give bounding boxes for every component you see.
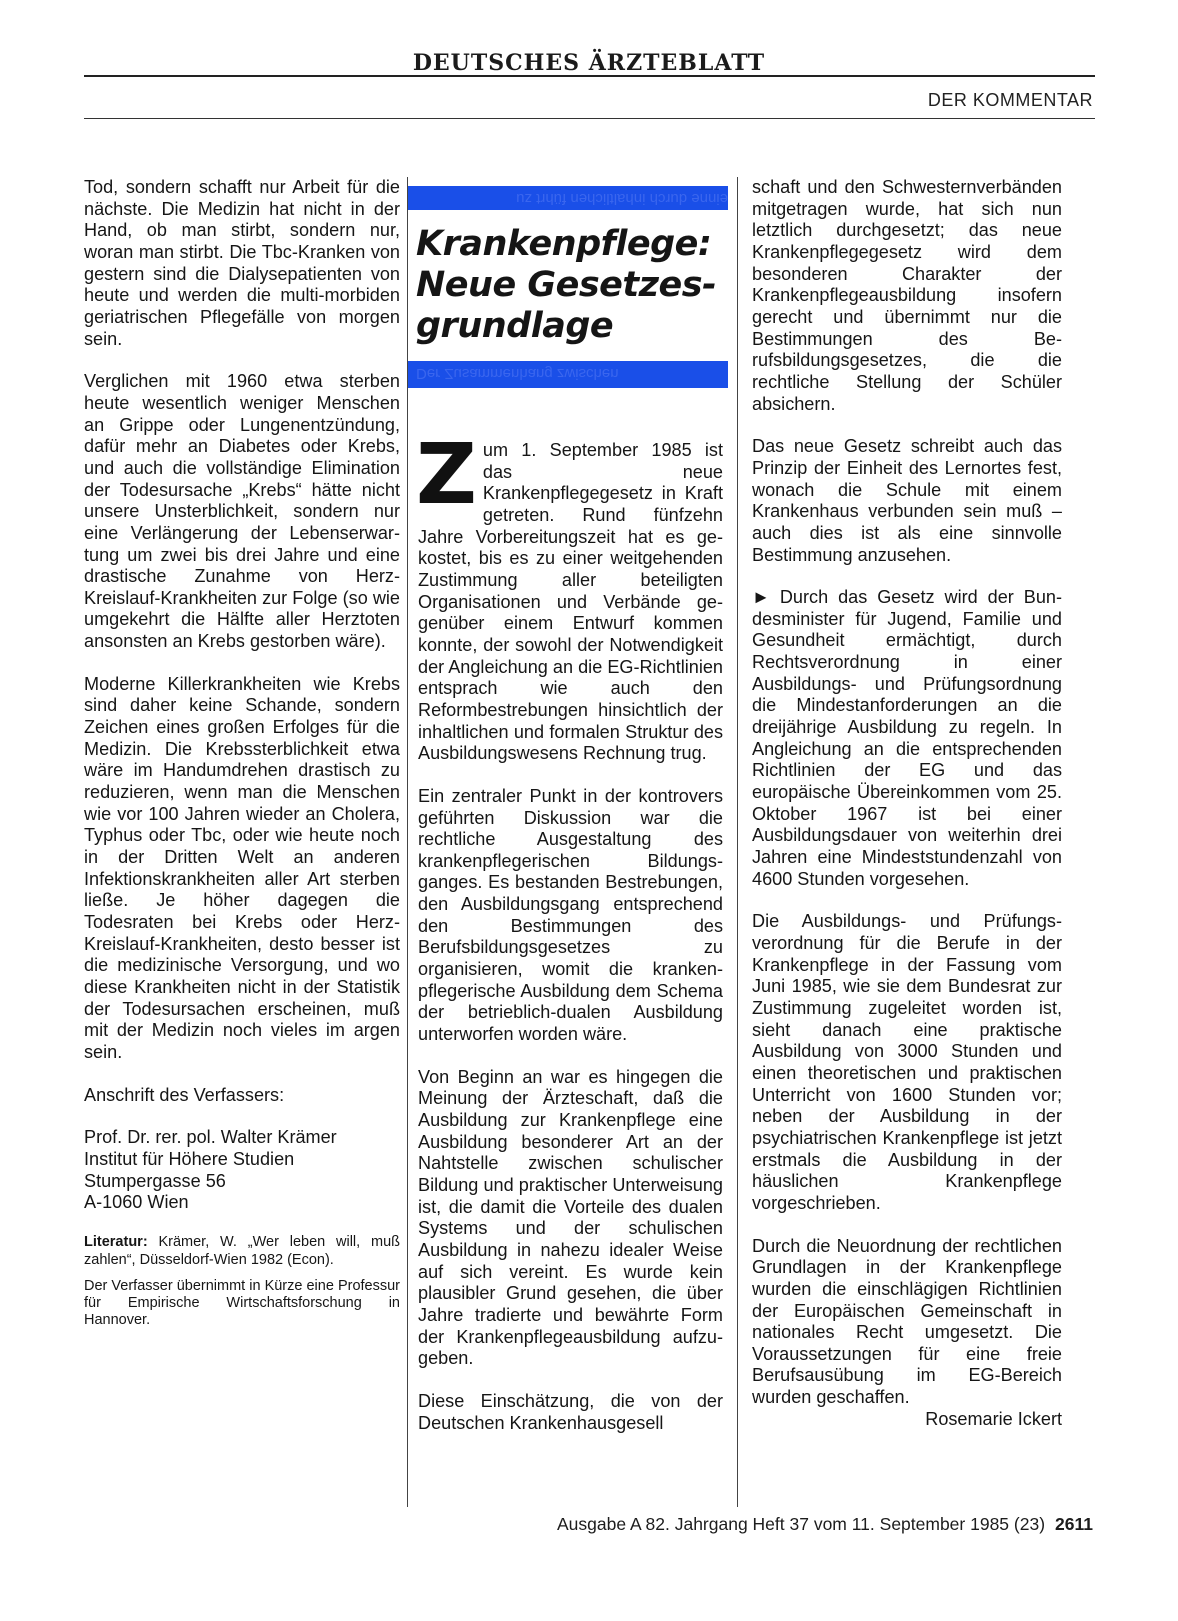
highlight-band-bottom [408, 361, 728, 388]
highlight-band-top [408, 186, 728, 210]
literature-text: Krämer, W. „Wer leben will, muß zahlen“, Düsseldorf-Wien 1982 (Econ). [84, 1233, 400, 1269]
paragraph: Durch die Neuordnung der rechtlichen Grundlagen in der Krankenpflege wurden die einschlägigen Richtlinien der Europäischen Gemeinschaft in nationales Recht umgesetzt. Die Voraussetzungen für eine freie Berufsausübung im EG-Bereich wurden geschaffen. [752, 1235, 1062, 1408]
address-line: Stumpergasse 56 [84, 1170, 226, 1191]
middle-column [416, 425, 723, 1434]
paragraph: Verglichen mit 1960 etwa sterben heute wesentlich weniger Menschen an Grippe oder Lungenentzündung, dafür mehr an Diabetes oder Krebs, und auch die vollständige Elimination der Todesursache „Krebs“ hätte nicht unsere Unsterblichkeit, sondern nur eine Verlängerung der Lebenserwartung um zwei bis drei Jahre und eine drastische Zunahme von Herz-Kreislauf-Krankheiten zur Folge (so wie umgekehrt die Hälfte aller Herztoten ansonsten an Krebs gestorben wäre). [84, 371, 400, 652]
issue-info: Ausgabe A 82. Jahrgang Heft 37 vom 11. September 1985 (23) [556, 1514, 1046, 1534]
section-label: DER KOMMENTAR [927, 90, 1093, 110]
author-address [84, 1127, 400, 1214]
masthead: DEUTSCHES ÄRZTEBLATT [412, 50, 766, 76]
address-line: Institut für Höhere Studien [84, 1148, 295, 1169]
paragraph: Das neue Gesetz schreibt auch das Prinzip der Einheit des Lernortes fest, wonach die Schule mit einem Krankenhaus verbunden sein muß – auch dies ist als eine sinnvolle Bestimmung anzusehen. [752, 436, 1062, 565]
title-line: grundlage [416, 306, 614, 346]
paragraph: Diese Einschätzung, die von der Deutschen Krankenhausgesell [418, 1390, 723, 1433]
article-title [416, 224, 736, 347]
left-column [84, 177, 400, 1329]
paragraph: Von Beginn an war es hingegen die Meinung der Ärzteschaft, daß die Ausbildung zur Krankenpflege eine Ausbildung besonderer Art an der Nahtstelle zwischen schulischer Bildung und praktischer Unterweisung ist, die damit die Vorteile des dualen Systems und der schulischen Ausbildung in nahezu idealer Weise auf sich vereint. Es wurde kein plausibler Grund gesehen, die über Jahre tradierte und bewährte Form der Krankenpflegeausbildung aufzugeben. [418, 1066, 723, 1369]
section-rule [84, 118, 1095, 119]
literature-label: Literatur: [84, 1233, 148, 1250]
lead-paragraph [416, 425, 723, 765]
address-line: Prof. Dr. rer. pol. Walter Krämer [84, 1127, 337, 1148]
column-divider [737, 177, 738, 1507]
band-text: Der Zusammenhang zwischen [416, 365, 619, 382]
paragraph: Moderne Killerkrankheiten wie Krebs sind daher keine Schande, sondern Zeichen eines großen Erfolges für die Medizin. Die Krebssterblichkeit etwa wäre im Handumdrehen drastisch zu reduzieren, wenn man die Menschen wie vor 100 Jahren wieder an Cholera, Typhus oder Tbc, oder wie heute noch in der Dritten Welt an anderen Infektionskrankheiten aller Art sterben ließe. Je höher dagegen die Todesraten bei Krebs oder Herz-Kreislauf-Krankheiten, desto besser ist die medizinische Versorgung, und wo diese Krankheiten nicht in der Statistik der Todesursachen erscheinen, muß mit der Medizin noch vieles im argen sein. [84, 673, 400, 1062]
paragraph: Ein zentraler Punkt in der kontrovers geführten Diskussion war die rechtliche Ausgestaltung des krankenpflegerischen Bildungsganges. Es bestanden Bestrebungen, den Ausbildungsgang entsprechend den Bestimmungen des Berufsbildungsgesetzes zu organisieren, womit die krankenpflegerische Ausbildung dem Schema der betrieblich-dualen Ausbildung unterworfen worden wäre. [418, 785, 723, 1045]
band-text: einne durch inhaltlichen führt zu [516, 190, 728, 207]
paragraph: Tod, sondern schafft nur Arbeit für die nächste. Die Medizin hat nicht in der Hand, ob man stirbt, sondern nur, woran man stirbt. Die Tbc-Kranken von gestern sind die Dialysepatienten von heute und werden die multi-morbiden geriatrischen Pflegefälle von morgen sein. [84, 177, 400, 349]
author-note: Der Verfasser übernimmt in Kürze eine Professur für Empirische Wirtschaftsforschung in Hannover. [84, 1277, 400, 1328]
paragraph: Die Ausbildungs- und Prüfungsverordnung für die Berufe in der Krankenpflege in der Fassung vom Juni 1985, wie sie dem Bundesrat zur Zustimmung zugeleitet worden ist, sieht danach eine praktische Ausbildung von 3000 Stunden und einen theoretischen und praktischen Unterricht von 1600 Stunden vor; neben der Ausbildung in der psychiatrischen Krankenpflege ist jetzt erstmals die Ausbildung in der häuslichen Krankenpflege vorgeschrieben. [752, 911, 1062, 1213]
paragraph-text: um 1. September 1985 ist das neue Krankenpflegegesetz in Kraft getreten. Rund fünfzehn Jahre Vorbereitungszeit hat es gekostet, bis es zu einer weitgehenden Zustimmung aller beteiligten Organisationen und Verbände gegenüber einem Entwurf kommen konnte, der sowohl der Notwendigkeit der Angleichung an die EG-Richtlinien entsprach wie auch den Reformbestrebungen hinsichtlich der inhaltlichen und formalen Struktur des Ausbildungswesens Rechnung trug. [418, 440, 723, 764]
title-line: Neue Gesetzes- [416, 265, 717, 305]
author-signature: Rosemarie Ickert [925, 1408, 1062, 1429]
paragraph: ► Durch das Gesetz wird der Bundesminister für Jugend, Familie und Gesundheit ermächtigt, durch Rechtsverordnung in einer Ausbildungs- und Prüfungsordnung die Mindestanforderungen an die dreijährige Ausbildung zu regeln. In Angleichung an die entsprechenden Richtlinien der EG und das europäische Übereinkommen vom 25. Oktober 1967 ist bei einer Ausbildungsdauer von weiterhin drei Jahren eine Mindeststundenzahl von 4600 Stunden vorgesehen. [752, 587, 1062, 889]
address-heading: Anschrift des Verfassers: [84, 1084, 285, 1105]
drop-cap: Z [416, 425, 477, 523]
page-footer [84, 1514, 1093, 1535]
page-number: 2611 [1055, 1514, 1093, 1534]
literature-reference [84, 1233, 400, 1270]
right-column [752, 177, 1062, 1430]
title-line: Krankenpflege: [416, 224, 712, 264]
masthead-rule [84, 75, 1095, 77]
address-line: A-1060 Wien [84, 1192, 189, 1213]
paragraph: schaft und den Schwesternverbänden mitgetragen wurde, hat sich nun letztlich durchgesetzt; das neue Krankenpflegegesetz wird dem besonderen Charakter der Krankenpflegeausbildung insofern gerecht und übernimmt nur die Bestimmungen des Berufsbildungsgesetzes, die die rechtliche Stellung der Schüler absichern. [752, 177, 1062, 414]
